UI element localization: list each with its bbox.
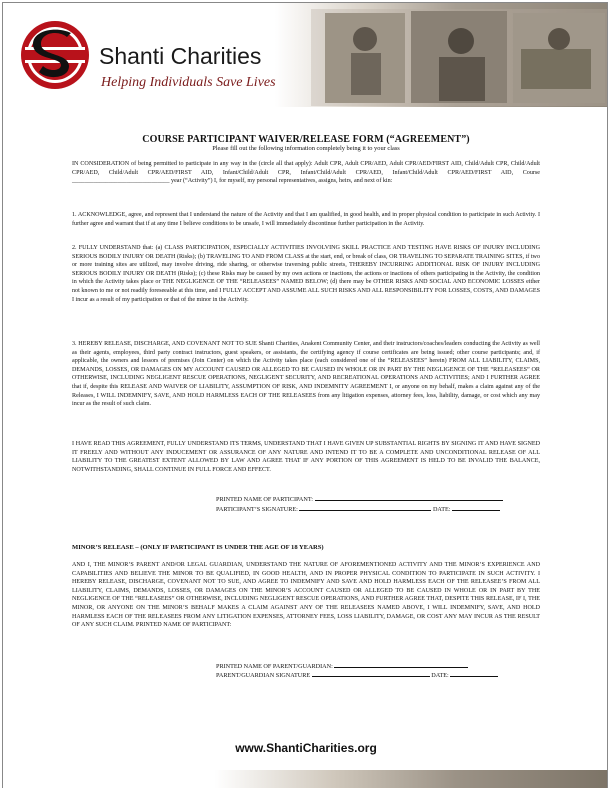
- form-subtitle: Please fill out the following information completely being it to your class: [212, 145, 400, 152]
- guardian-name-label: PRINTED NAME OF PARENT/GUARDIAN:: [216, 663, 333, 670]
- participant-date-label: DATE:: [432, 506, 451, 513]
- participant-name-row: [216, 494, 503, 503]
- paragraph-understand: 2. FULLY UNDERSTAND that: (a) CLASS PARTICIPATION, ESPECIALLY ACTIVITIES INVOLVING SKILL PRACTICE AND TESTING HAVE RISKS OF INJURY INCLUDING SERIOUS BODILY INJURY OR DEATH (Risks); (b) TRAVELING TO AND FROM CLASS at the start, end, or break of class, OR TRAVELING TO SEPARATE TRAINING SITES, if two or more training sites are utilized, may involve driving, ride sharing, or otherwise traversing public streets, THEREBY INCURRING ADDITIONAL RISK OF INJURY INCLUDING SERIOUS BODILY INJURY OR DEATH (Risks); (c) these Risks may be caused by my own actions or inactions, the actions or inactions of others participating in the Activity, the condition in which the Activity takes place or THE NEGLIGENCE OF THE “RELEASEES” NAMED BELOW; (d) there may be OTHER RISKS AND SOCIAL AND ECONOMIC LOSSES either not known to me or not readily foreseeable at this time, and I FULLY ACCEPT AND ASSUME ALL SUCH RISKS AND ALL RESPONSIBILITY FOR LOSSES, COSTS, AND DAMAGES I incur as a result of my participation or that of the minor in the Activity.: [72, 245, 540, 303]
- guardian-name-field[interactable]: [334, 661, 468, 668]
- footer-banner: [3, 770, 607, 788]
- website-link[interactable]: www.ShantiCharities.org: [235, 741, 377, 755]
- participant-signature-label: PARTICIPANT’S SIGNATURE:: [216, 506, 298, 513]
- guardian-date-field[interactable]: [450, 670, 498, 677]
- brand-tagline: Helping Individuals Save Lives: [101, 75, 276, 90]
- guardian-signature-label: PARENT/GUARDIAN SIGNATURE: [216, 672, 311, 679]
- paragraph-acknowledge: 1. ACKNOWLEDGE, agree, and represent that I understand the nature of the Activity and that I am qualified, in good health, and in proper physical condition to participate in such Activity. I further agree and warrant that if at any time I believe conditions to be unsafe, I will immediately discontinue further participation in the Activity.: [72, 212, 540, 227]
- participant-name-label: PRINTED NAME OF PARTICIPANT:: [216, 496, 314, 503]
- participant-date-field[interactable]: [452, 504, 500, 511]
- header-banner: [3, 3, 607, 107]
- brand-name: Shanti Charities: [99, 43, 262, 69]
- shanti-logo-icon: [19, 19, 91, 91]
- minor-release-heading: MINOR’S RELEASE – (ONLY IF PARTICIPANT IS UNDER THE AGE OF 18 YEARS): [72, 544, 324, 551]
- participant-signature-field[interactable]: [299, 504, 431, 511]
- paragraph-read-agreement: I HAVE READ THIS AGREEMENT, FULLY UNDERSTAND ITS TERMS, UNDERSTAND THAT I HAVE GIVEN UP SUBSTANTIAL RIGHTS BY SIGNING IT AND HAVE SIGNED IT FREELY AND WITHOUT ANY INDUCEMENT OR ASSURANCE OF ANY NATURE AND INTEND IT TO BE A COMPLETE AND UNCONDITIONAL RELEASE OF ALL LIABILITY TO THE GREATEST EXTENT ALLOWED BY LAW AND AGREE THAT IF ANY PORTION OF THIS AGREEMENT IS HELD TO BE INVALID THE BALANCE, NOTWITHSTANDING, SHALL CONTINUE IN FULL FORCE AND EFFECT.: [72, 441, 540, 473]
- participant-signature-row: [216, 504, 500, 513]
- guardian-date-label: DATE:: [431, 672, 449, 679]
- paragraph-release: 3. HEREBY RELEASE, DISCHARGE, AND COVENANT NOT TO SUE Shanti Charities, Anakent Community Center, and their instructors/coaches/leaders conducting the Activity as well as their agents, employees, third party contract instructors, guest speakers, or assistants, the certifying agency if course certificates are being issued; other course participants; and, if applicable, the owners and lessors of premises (Join Center) on which the Activity takes place (each considered one of the “RELEASEES” herein) FROM ALL LIABILITY, CLAIMS, DEMANDS, LOSSES, OR DAMAGES ON MY ACCOUNT CAUSED OR ALLEGED TO BE CAUSED IN WHOLE OR IN PART BY THE NEGLIGENCE OF THE “RELEASEES” OR OTHERWISE, INCLUDING NEGLIGENT RESCUE OPERATIONS, NEGLIGENT SECURITY, AND RECREATIONAL OPERATIONS AND ACTIVITIES; AND I FURTHER AGREE that if, despite this RELEASE AND WAIVER OF LIABILITY, ASSUMPTION OF RISK, AND INDEMNITY AGREEMENT I, or anyone on my behalf, makes a claim against any of the Releases, I WILL INDEMNIFY, SAVE, AND HOLD HARMLESS EACH OF THE RELEASEES from any litigation expenses, attorney fees, loss, liability, damage, or cost which any may incur as the result of such claim.: [72, 341, 540, 408]
- guardian-signature-field[interactable]: [312, 670, 430, 677]
- intro-paragraph: IN CONSIDERATION of being permitted to participate in any way in the (circle all that apply): Adult CPR, Adult CPR/AED, Adult CPR/AED/FIRST AID, Child/Adult CPR, Child/Adult CPR/AED, Child/Adult CPR/AED/FIRST AID, Infant/Child/Adult CPR, Infant/Child/Adult CPR/AED, Infant/Child/Adult CPR/AED/FIRST AID, Course ________________________________ year (“Activity”) I, for myself, my personal representatives, assigns, heirs, and next of kin:: [72, 161, 540, 185]
- guardian-signature-row: [216, 670, 498, 679]
- participant-name-field[interactable]: [315, 494, 503, 501]
- minor-release-paragraph: AND I, THE MINOR’S PARENT AND/OR LEGAL GUARDIAN, UNDERSTAND THE NATURE OF AFOREMENTIONED ACTIVITY AND THE MINOR’S EXPERIENCE AND CAPABILITIES AND BELIEVE THE MINOR TO BE QUALIFIED, IN GOOD HEALTH, AND IN PROPER PHYSICAL CONDITION TO PARTICIPATE IN SUCH ACTIVITY. I HEREBY RELEASE, DISCHARGE, COVENANT NOT TO SUE, AND AGREE TO INDEMNIFY AND SAVE AND HOLD HARMLESS EACH OF THE RELEASEE’S FROM ALL LIABILITY, CLAIMS, DEMANDS, LOSSES, OR DAMAGES ON THE MINOR’S ACCOUNT CAUSED OR ALLEGED TO BE CAUSED IN WHOLE OR IN PART BY THE NEGLIGENCE OF THE “RELEASEES” OR OTHERWISE, INCLUDING NEGLIGENT RESCUE OPERATIONS, AND FURTHER AGREE THAT, DESPITE THIS RELEASE, IF I, THE MINOR, OR ANYONE ON THE MINOR’S BEHALF MAKES A CLAIM AGAINST ANY OF THE RELEASEES NAMED ABOVE, I WILL INDEMNIFY, SAVE, AND HOLD HARMLESS EACH OF THE RELEASEES FROM ANY LITIGATION EXPENSES, ATTORNEY FEES, LOSS LIABILITY, DAMAGE, OR COST ANY MAY INCUR AS THE RESULT OF ANY SUCH CLAIM. PRINTED NAME OF PARTICIPANT:: [72, 562, 540, 629]
- form-title: COURSE PARTICIPANT WAIVER/RELEASE FORM (“AGREEMENT”): [142, 134, 470, 145]
- guardian-name-row: [216, 661, 468, 670]
- header-photo-collage: [311, 9, 607, 106]
